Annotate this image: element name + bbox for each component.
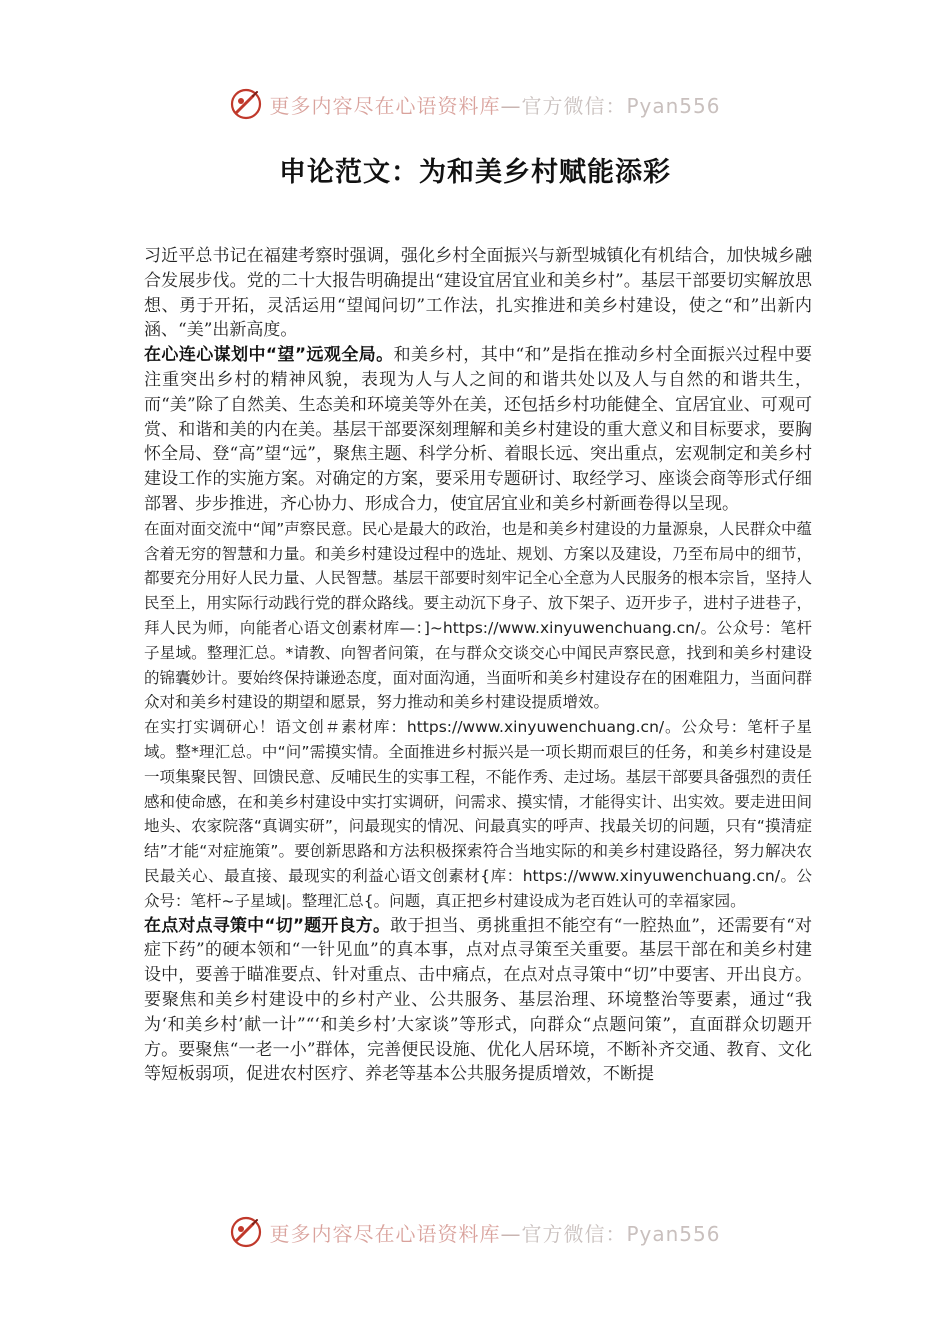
- footer-banner-separator: —: [500, 1221, 522, 1246]
- section-qie-paragraph: [144, 914, 812, 1088]
- brand-logo-icon: [229, 1215, 263, 1249]
- section-wen-paragraph: 在面对面交流中“闻”声察民意。民心是最大的政治，也是和美乡村建设的力量源泉，人民群众中蕴含着无穷的智慧和力量。和美乡村建设过程中的选址、规划、方案以及建设，乃至布局中的细节，都要充分用好人民力量、人民智慧。基层干部要时刻牢记全心全意为人民服务的根本宗旨，坚持人民至上，用实际行动践行党的群众路线。要主动沉下身子、放下架子、迈开步子，进村子进巷子，拜人民为师，向能者心语文创素材库—：]~https://www.xinyuwenchuang.cn/。公众号：笔杆子星域。整理汇总。*请教、向智者问策，在与群众交谈交心中闻民声察民意，找到和美乡村建设的锦囊妙计。要始终保持谦逊态度，面对面沟通，当面听和美乡村建设存在的困难阻力，当面问群众对和美乡村建设的期望和愿景，努力推动和美乡村建设提质增效。: [144, 519, 812, 712]
- footer-banner-main-text: 更多内容尽在心语资料库: [269, 1221, 501, 1246]
- banner-wechat-text: 官方微信：Pyan556: [521, 93, 721, 118]
- footer-banner-wechat-text: 官方微信：Pyan556: [521, 1221, 721, 1246]
- footer-banner-text: [269, 1218, 720, 1247]
- banner-text: [269, 90, 720, 119]
- header-banner: [0, 84, 950, 124]
- section-wang-paragraph: [144, 343, 812, 517]
- section-wang-heading: 在心连心谋划中“望”远观全局。: [144, 345, 394, 366]
- banner-separator: —: [500, 93, 522, 118]
- section-qie-body: 敢于担当、勇挑重担不能空有“一腔热血”，还需要有“对症下药”的硬本领和“一针见血”的真本事，点对点寻策至关重要。基层干部在和美乡村建设中，要善于瞄准要点、针对重点、击中痛点，在点对点寻策中“切”中要害、开出良方。要聚焦和美乡村建设中的乡村产业、公共服务、基层治理、环境整治等要素，通过“我为‘和美乡村’献一计”“‘和美乡村’大家谈”等形式，向群众“点题问策”，直面群众切题开方。要聚焦“一老一小”群体，完善便民设施、优化人居环境，不断补齐交通、教育、文化等短板弱项，促进农村医疗、养老等基本公共服务提质增效，不断提: [144, 915, 812, 1085]
- section-wang-body: 和美乡村，其中“和”是指在推动乡村全面振兴过程中要注重突出乡村的精神风貌，表现为人与人之间的和谐共处以及人与自然的和谐共生，而“美”除了自然美、生态美和环境美等外在美，还包括乡村功能健全、宜居宜业、可观可赏、和谐和美的内在美。基层干部要深刻理解和美乡村建设的重大意义和目标要求，要胸怀全局、登“高”望“远”，聚焦主题、科学分析、着眼长远、突出重点，宏观制定和美乡村建设工作的实施方案。对确定的方案，要采用专题研讨、取经学习、座谈会商等形式仔细部署、步步推进，齐心协力、形成合力，使宜居宜业和美乡村新画卷得以呈现。: [144, 345, 812, 514]
- section-wen2-paragraph: 在实打实调研心！语文创＃素材库：https://www.xinyuwenchuang.cn/。公众号：笔杆子星域。整*理汇总。中“问”需摸实情。全面推进乡村振兴是一项长期而艰巨的任务，和美乡村建设是一项集聚民智、回馈民意、反哺民生的实事工程，不能作秀、走过场。基层干部要具备强烈的责任感和使命感，在和美乡村建设中实打实调研，问需求、摸实情，才能得实计、出实效。要走进田间地头、农家院落“真调实研”，问最现实的情况、问最真实的呼声、找最关切的问题，只有“摸清症结”才能“对症施策”。要创新思路和方法积极探索符合当地实际的和美乡村建设路径，努力解决农民最关心、最直接、最现实的利益心语文创素材{库：https://www.xinyuwenchuang.cn/。公众号：笔杆~子星域|。整理汇总{。问题，真正把乡村建设成为老百姓认可的幸福家园。: [144, 718, 812, 910]
- document-body: [144, 244, 812, 1087]
- brand-logo-icon: [229, 87, 263, 121]
- document-title: 申论范文：为和美乡村赋能添彩: [279, 157, 671, 188]
- banner-main-text: 更多内容尽在心语资料库: [269, 93, 501, 118]
- section-qie-heading: 在点对点寻策中“切”题开良方。: [144, 915, 391, 936]
- footer-banner: [0, 1212, 950, 1252]
- intro-paragraph: 习近平总书记在福建考察时强调，强化乡村全面振兴与新型城镇化有机结合，加快城乡融合发展步伐。党的二十大报告明确提出“建设宜居宜业和美乡村”。基层干部要切实解放思想、勇于开拓，灵活运用“望闻问切”工作法，扎实推进和美乡村建设，使之“和”出新内涵、“美”出新高度。: [144, 246, 812, 341]
